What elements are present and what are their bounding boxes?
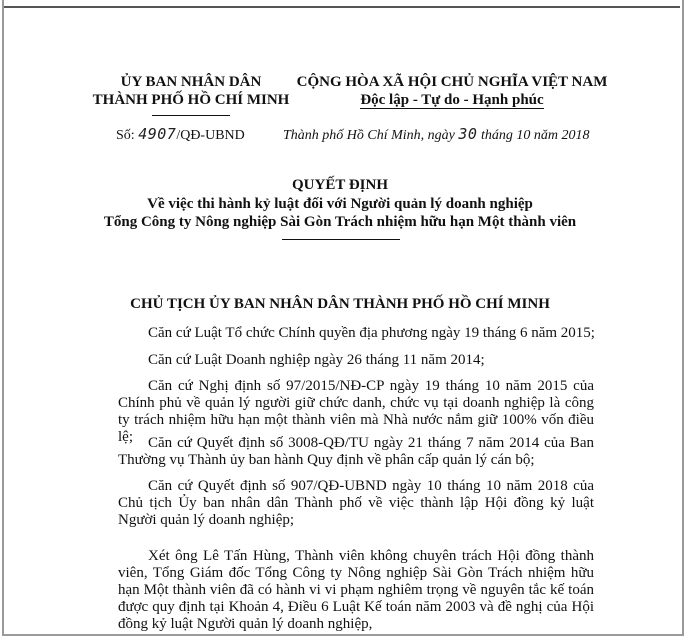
paragraph-consideration: Xét ông Lê Tấn Hùng, Thành viên không chuyên trách Hội đồng thành viên, Tổng Giám đốc Tổng Công ty Nông nghiệp Sài Gòn Trách nhiệm hữu hạn Một thành viên đã có hành vi vi phạm nghiêm trọng về nguyên tắc kế toán được quy định tại Khoản 4, Điều 6 Luật Kế toán năm 2003 và đề nghị của Hội đồng kỷ luật Người quản lý doanh nghiệp, [118,548,594,632]
place-date-prefix: Thành phố Hồ Chí Minh, ngày [283,128,455,143]
document-number [116,125,245,144]
place-date-suffix: tháng 10 năm 2018 [480,128,590,143]
nation-motto-text: Độc lập - Tự do - Hạnh phúc [360,92,544,108]
paragraph-legal-basis-5: Căn cứ Quyết định số 907/QĐ-UBND ngày 10 tháng 10 năm 2018 của Chủ tịch Ủy ban nhân dân Thành phố về việc thành lập Hội đồng kỷ luật Người quản lý doanh nghiệp; [118,478,594,528]
agency-underline [152,115,230,116]
subject-line1: Về việc thi hành kỷ luật đối với Người quản lý doanh nghiệp [147,196,533,212]
document-title: QUYẾT ĐỊNH [292,177,388,193]
number-suffix: /QĐ-UBND [176,128,245,143]
number-handwritten: 4907 [138,125,177,143]
paragraph-legal-basis-4: Căn cứ Quyết định số 3008-QĐ/TU ngày 21 tháng 7 năm 2014 của Ban Thường vụ Thành ủy ban hành Quy định về phân cấp quản lý cán bộ; [118,435,594,468]
day-handwritten: 30 [458,125,478,143]
agency-name-line1: ỦY BAN NHÂN DÂN [120,74,262,90]
subject-line2: Tổng Công ty Nông nghiệp Sài Gòn Trách nhiệm hữu hạn Một thành viên [103,214,577,230]
paragraph-legal-basis-3: Căn cứ Nghị định số 97/2015/NĐ-CP ngày 19 tháng 10 năm 2015 của Chính phủ về quản lý người giữ chức danh, chức vụ tại doanh nghiệp là công ty trách nhiệm hữu hạn một thành viên mà Nhà nước nắm giữ 100% vốn điều lệ; [118,378,594,445]
place-date [283,125,589,144]
nation-name: CỘNG HÒA XÃ HỘI CHỦ NGHĨA VIỆT NAM [296,74,608,90]
paragraph-legal-basis-1: Căn cứ Luật Tổ chức Chính quyền địa phương ngày 19 tháng 6 năm 2015; [148,325,595,341]
agency-name-line2: THÀNH PHỐ HỒ CHÍ MINH [92,92,290,108]
title-underline [282,239,400,240]
issuing-authority: CHỦ TỊCH ỦY BAN NHÂN DÂN THÀNH PHỐ HỒ CHÍ MINH [130,296,550,312]
nation-motto [286,92,618,109]
number-label: Số: [116,128,135,143]
top-border [4,6,680,8]
paragraph-legal-basis-2: Căn cứ Luật Doanh nghiệp ngày 26 tháng 11 năm 2014; [148,352,485,368]
